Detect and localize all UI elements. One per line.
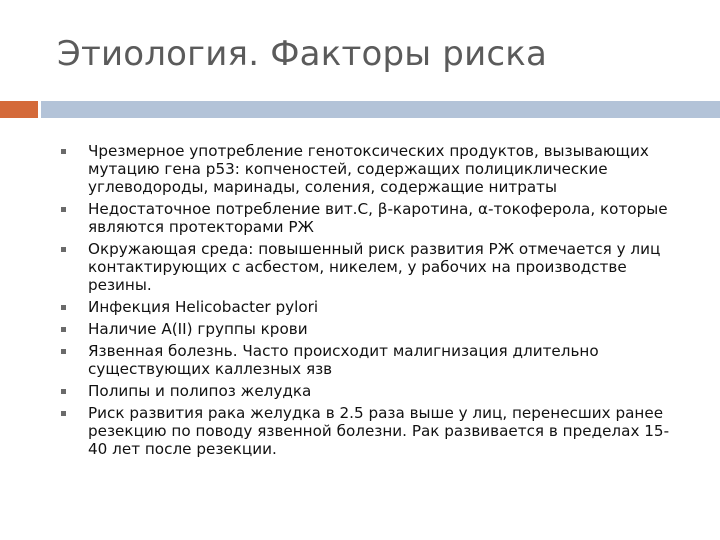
slide-title: Этиология. Факторы риска bbox=[57, 34, 548, 74]
bullet-text: Чрезмерное употребление генотоксических продуктов, вызывающих мутацию гена р53: копченостей, содержащих полициклические углеводороды, маринады, соления, содержащие нитраты bbox=[88, 142, 649, 196]
bullet-text: Риск развития рака желудка в 2.5 раза выше у лиц, перенесших ранее резекцию по поводу язвенной болезни. Рак развивается в пределах 15-40 лет после резекции. bbox=[88, 404, 670, 458]
square-bullet-icon bbox=[61, 247, 66, 252]
bullet-text: Язвенная болезнь. Часто происходит малигнизация длительно существующих каллезных язв bbox=[88, 342, 599, 378]
bullet-text: Инфекция Helicobacter pylori bbox=[88, 298, 319, 316]
bullet-item bbox=[57, 298, 687, 316]
bullet-text: Окружающая среда: повышенный риск развития РЖ отмечается у лиц контактирующих с асбестом, никелем, у рабочих на производстве резины. bbox=[88, 240, 661, 294]
bullet-item bbox=[57, 342, 687, 378]
square-bullet-icon bbox=[61, 149, 66, 154]
square-bullet-icon bbox=[61, 327, 66, 332]
bullet-item bbox=[57, 200, 687, 236]
bullet-text: Полипы и полипоз желудка bbox=[88, 382, 312, 400]
square-bullet-icon bbox=[61, 389, 66, 394]
bullet-text: Недостаточное потребление вит.С, β-каротина, α-токоферола, которые являются протекторами РЖ bbox=[88, 200, 668, 236]
square-bullet-icon bbox=[61, 305, 66, 310]
title-divider-bar bbox=[41, 101, 720, 118]
bullet-text: Наличие А(II) группы крови bbox=[88, 320, 308, 338]
bullet-item bbox=[57, 320, 687, 338]
bullet-list bbox=[57, 142, 687, 462]
bullet-item bbox=[57, 382, 687, 400]
title-accent-bar bbox=[0, 101, 38, 118]
bullet-item bbox=[57, 404, 687, 458]
bullet-item bbox=[57, 240, 687, 294]
bullet-item bbox=[57, 142, 687, 196]
square-bullet-icon bbox=[61, 349, 66, 354]
square-bullet-icon bbox=[61, 411, 66, 416]
square-bullet-icon bbox=[61, 207, 66, 212]
